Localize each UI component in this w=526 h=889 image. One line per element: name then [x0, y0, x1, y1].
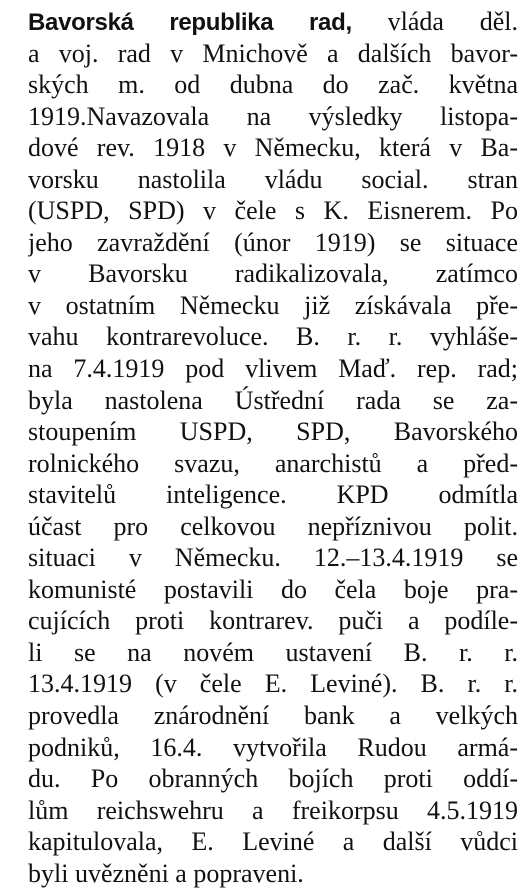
entry-text-line: 13.4.1919 (v čele E. Leviné). B. r. r. — [28, 669, 518, 699]
entry-text-line: vorsku nastolila vládu social. stran — [28, 164, 518, 194]
entry-text-line: lům reichswehru a freikorpsu 4.5.1919 — [28, 795, 518, 825]
entry-text-line: jeho zavraždění (únor 1919) se situace — [28, 227, 518, 257]
entry-text-line: stavitelů inteligence. KPD odmítla — [28, 480, 518, 510]
entry-text-line: na 7.4.1919 pod vlivem Maď. rep. rad; — [28, 354, 518, 384]
entry-text-line: účast pro celkovou nepříznivou polit. — [28, 511, 518, 541]
entry-text-line: v Bavorsku radikalizovala, zatímco — [28, 259, 518, 289]
entry-first-line-text: vláda děl. — [387, 7, 518, 36]
encyclopedia-entry — [28, 6, 518, 889]
entry-text-line: v ostatním Německu již získávala pře- — [28, 290, 518, 320]
entry-text-line: li se na novém ustavení B. r. r. — [28, 637, 518, 667]
entry-text-line: cujících proti kontrarev. puči a podíle- — [28, 606, 518, 636]
entry-text-line: a voj. rad v Mnichově a dalších bavor- — [28, 38, 518, 68]
entry-text-line: kapitulovala, E. Leviné a další vůdci — [28, 827, 518, 857]
entry-text-line: byli uvězněni a popraveni. — [28, 858, 304, 888]
entry-text-line: rolnického svazu, anarchistů a před- — [28, 448, 518, 478]
entry-body — [28, 38, 518, 889]
entry-headword: Bavorská republika rad, — [28, 9, 352, 36]
entry-text-line: provedla znárodnění bank a velkých — [28, 701, 518, 731]
entry-text-line: stoupením USPD, SPD, Bavorského — [28, 417, 518, 447]
entry-text-line: situaci v Německu. 12.–13.4.1919 se — [28, 543, 518, 573]
entry-text-line: 1919.Navazovala na výsledky listopa- — [28, 101, 518, 131]
entry-text-line: du. Po obranných bojích proti oddí- — [28, 764, 518, 794]
entry-text-line: byla nastolena Ústřední rada se za- — [28, 385, 518, 415]
entry-text-line: (USPD, SPD) v čele s K. Eisnerem. Po — [28, 196, 518, 226]
entry-line-1 — [28, 6, 518, 38]
entry-text-line: vahu kontrarevoluce. B. r. r. vyhláše- — [28, 322, 518, 352]
entry-text-line: dové rev. 1918 v Německu, která v Ba- — [28, 133, 518, 163]
entry-text-line: ských m. od dubna do zač. května — [28, 70, 518, 100]
entry-text-line: podniků, 16.4. vytvořila Rudou armá- — [28, 732, 518, 762]
entry-text-line: komunisté postavili do čela boje pra- — [28, 574, 518, 604]
